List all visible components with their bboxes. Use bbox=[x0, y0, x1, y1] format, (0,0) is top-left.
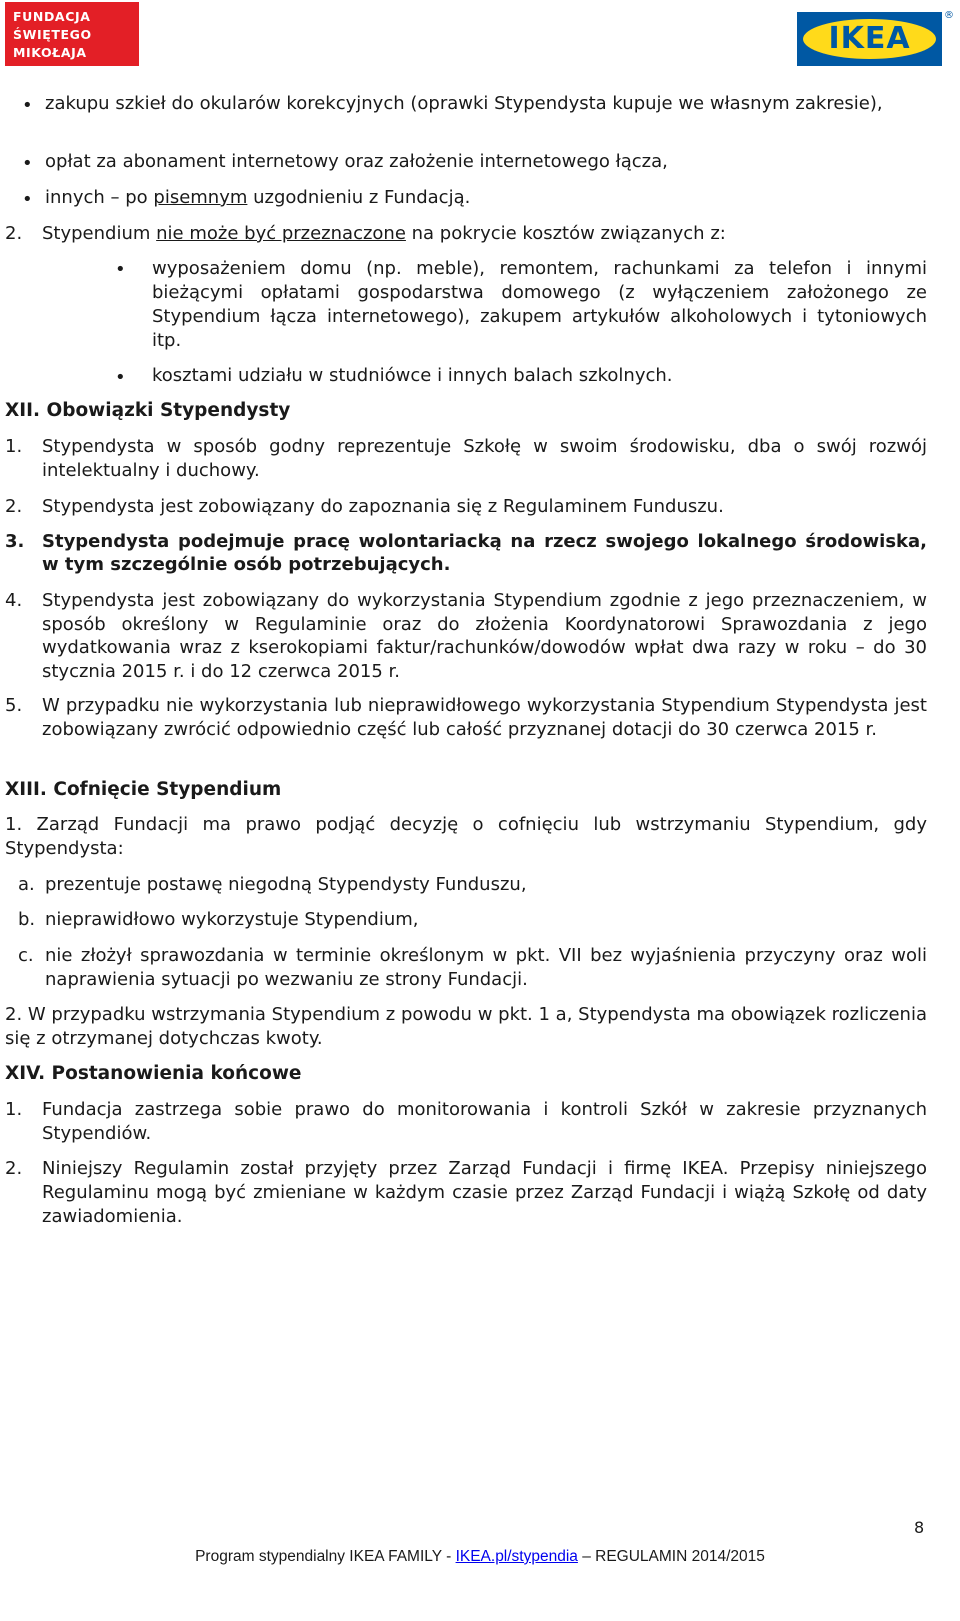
fundacja-logo-line: ŚWIĘTEGO bbox=[13, 27, 92, 42]
footer-text: – REGULAMIN 2014/2015 bbox=[577, 1548, 765, 1565]
page-footer bbox=[0, 1548, 960, 1566]
list-item bbox=[45, 186, 927, 210]
list-number: 3. bbox=[5, 531, 25, 552]
bullet-icon: • bbox=[22, 189, 33, 210]
footer-link[interactable]: IKEA.pl/stypendia bbox=[455, 1548, 578, 1565]
list-item: zakupu szkieł do okularów korekcyjnych (oprawki Stypendysta kupuje we własnym zakresie), bbox=[45, 93, 883, 114]
page-number: 8 bbox=[914, 1518, 925, 1537]
ikea-logo-text: IKEA bbox=[828, 21, 911, 56]
list-item: prezentuje postawę niegodną Stypendysty Funduszu, bbox=[45, 874, 527, 895]
list-item: Fundacja zastrzega sobie prawo do monitorowania i kontroli Szkół w zakresie przyznanych Stypendiów. bbox=[42, 1099, 927, 1144]
list-number: 4. bbox=[5, 590, 23, 611]
list-item bbox=[5, 1003, 927, 1051]
item-text: 2. W przypadku wstrzymania Stypendium z powodu w pkt. 1 a, Stypendysta ma obowiązek rozliczenia się z otrzymanej dotychczas kwoty. bbox=[5, 1004, 927, 1049]
text-segment: na pokrycie kosztów związanych z: bbox=[405, 223, 726, 244]
list-item: wyposażeniem domu (np. meble), remontem, rachunkami za telefon i innymi bieżącymi opłatami gospodarstwa domowego (z wyłączeniem założonego ze Stypendium łącza internetowego), zakupem artykułów alkoholowych i tytoniowych itp. bbox=[152, 258, 927, 351]
bullet-icon: • bbox=[22, 153, 33, 174]
list-item: Niniejszy Regulamin został przyjęty przez Zarząd Fundacji i firmę IKEA. Przepisy niniejszego Regulaminu mogą być zmieniane w każdym czasie przez Zarząd Fundacji i wiążą Szkołę od daty zawiadomienia. bbox=[42, 1158, 927, 1227]
list-number: 1. bbox=[5, 1099, 23, 1120]
bullet-icon: • bbox=[115, 259, 126, 280]
list-number: 2. bbox=[5, 496, 23, 517]
ikea-logo bbox=[797, 10, 954, 66]
underlined-text: nie może być przeznaczone bbox=[156, 223, 406, 244]
underlined-text: pisemnym bbox=[153, 187, 248, 208]
section-heading: XII. Obowiązki Stypendysty bbox=[5, 400, 291, 421]
list-number: 2. bbox=[5, 223, 23, 244]
text-segment: uzgodnieniu z Fundacją. bbox=[247, 187, 471, 208]
list-number: 1. bbox=[5, 436, 23, 457]
list-letter: a. bbox=[18, 874, 35, 895]
list-item: Stypendysta jest zobowiązany do wykorzystania Stypendium zgodnie z jego przeznaczeniem, w sposób określony w Regulaminie oraz do złożenia Koordynatorowi Sprawozdania z jego wydatkowania wraz z kserokopiami faktur/rachunków/dowodów wpłat dwa razy w roku – do 30 stycznia 2015 r. i do 12 czerwca 2015 r. bbox=[42, 590, 927, 682]
list-item: nie złożył sprawozdania w terminie określonym w pkt. VII bez wyjaśnienia przyczyny oraz woli naprawienia sytuacji po wezwaniu ze strony Fundacji. bbox=[45, 945, 927, 990]
list-letter: c. bbox=[18, 945, 34, 966]
list-item bbox=[42, 222, 927, 246]
list-item: Stypendysta jest zobowiązany do zapoznania się z Regulaminem Funduszu. bbox=[42, 496, 724, 517]
list-item: kosztami udziału w studniówce i innych balach szkolnych. bbox=[152, 365, 673, 386]
fundacja-logo-line: FUNDACJA bbox=[13, 9, 91, 24]
bullet-icon: • bbox=[22, 95, 33, 116]
list-item: Stypendysta w sposób godny reprezentuje Szkołę w swoim środowisku, dba o swój rozwój intelektualny i duchowy. bbox=[42, 436, 927, 481]
footer-text: Program stypendialny IKEA FAMILY - bbox=[195, 1548, 456, 1565]
text-segment: Stypendium bbox=[42, 223, 157, 244]
list-item: W przypadku nie wykorzystania lub nieprawidłowego wykorzystania Stypendium Stypendysta jest zobowiązany zwrócić odpowiednio część lub całość przyznanej dotacji do 30 czerwca 2015 r. bbox=[42, 695, 927, 740]
ikea-registered-mark: ® bbox=[944, 10, 954, 21]
list-item: Stypendysta podejmuje pracę wolontariacką na rzecz swojego lokalnego środowiska, w tym szczególnie osób potrzebujących. bbox=[42, 531, 927, 575]
list-number: 5. bbox=[5, 695, 23, 716]
fundacja-logo-line: MIKOŁAJA bbox=[13, 45, 87, 60]
section-intro: 1. Zarząd Fundacji ma prawo podjąć decyzję o cofnięciu lub wstrzymaniu Stypendium, gdy Stypendysta: bbox=[5, 814, 927, 859]
section-heading: XIII. Cofnięcie Stypendium bbox=[5, 779, 282, 800]
list-item: nieprawidłowo wykorzystuje Stypendium, bbox=[45, 909, 419, 930]
text-segment: innych – po bbox=[45, 187, 154, 208]
list-letter: b. bbox=[18, 909, 36, 930]
fundacja-logo bbox=[5, 2, 139, 66]
section-heading: XIV. Postanowienia końcowe bbox=[5, 1063, 302, 1084]
bullet-icon: • bbox=[115, 367, 126, 388]
list-item: opłat za abonament internetowy oraz założenie internetowego łącza, bbox=[45, 151, 668, 172]
list-number: 2. bbox=[5, 1158, 23, 1179]
